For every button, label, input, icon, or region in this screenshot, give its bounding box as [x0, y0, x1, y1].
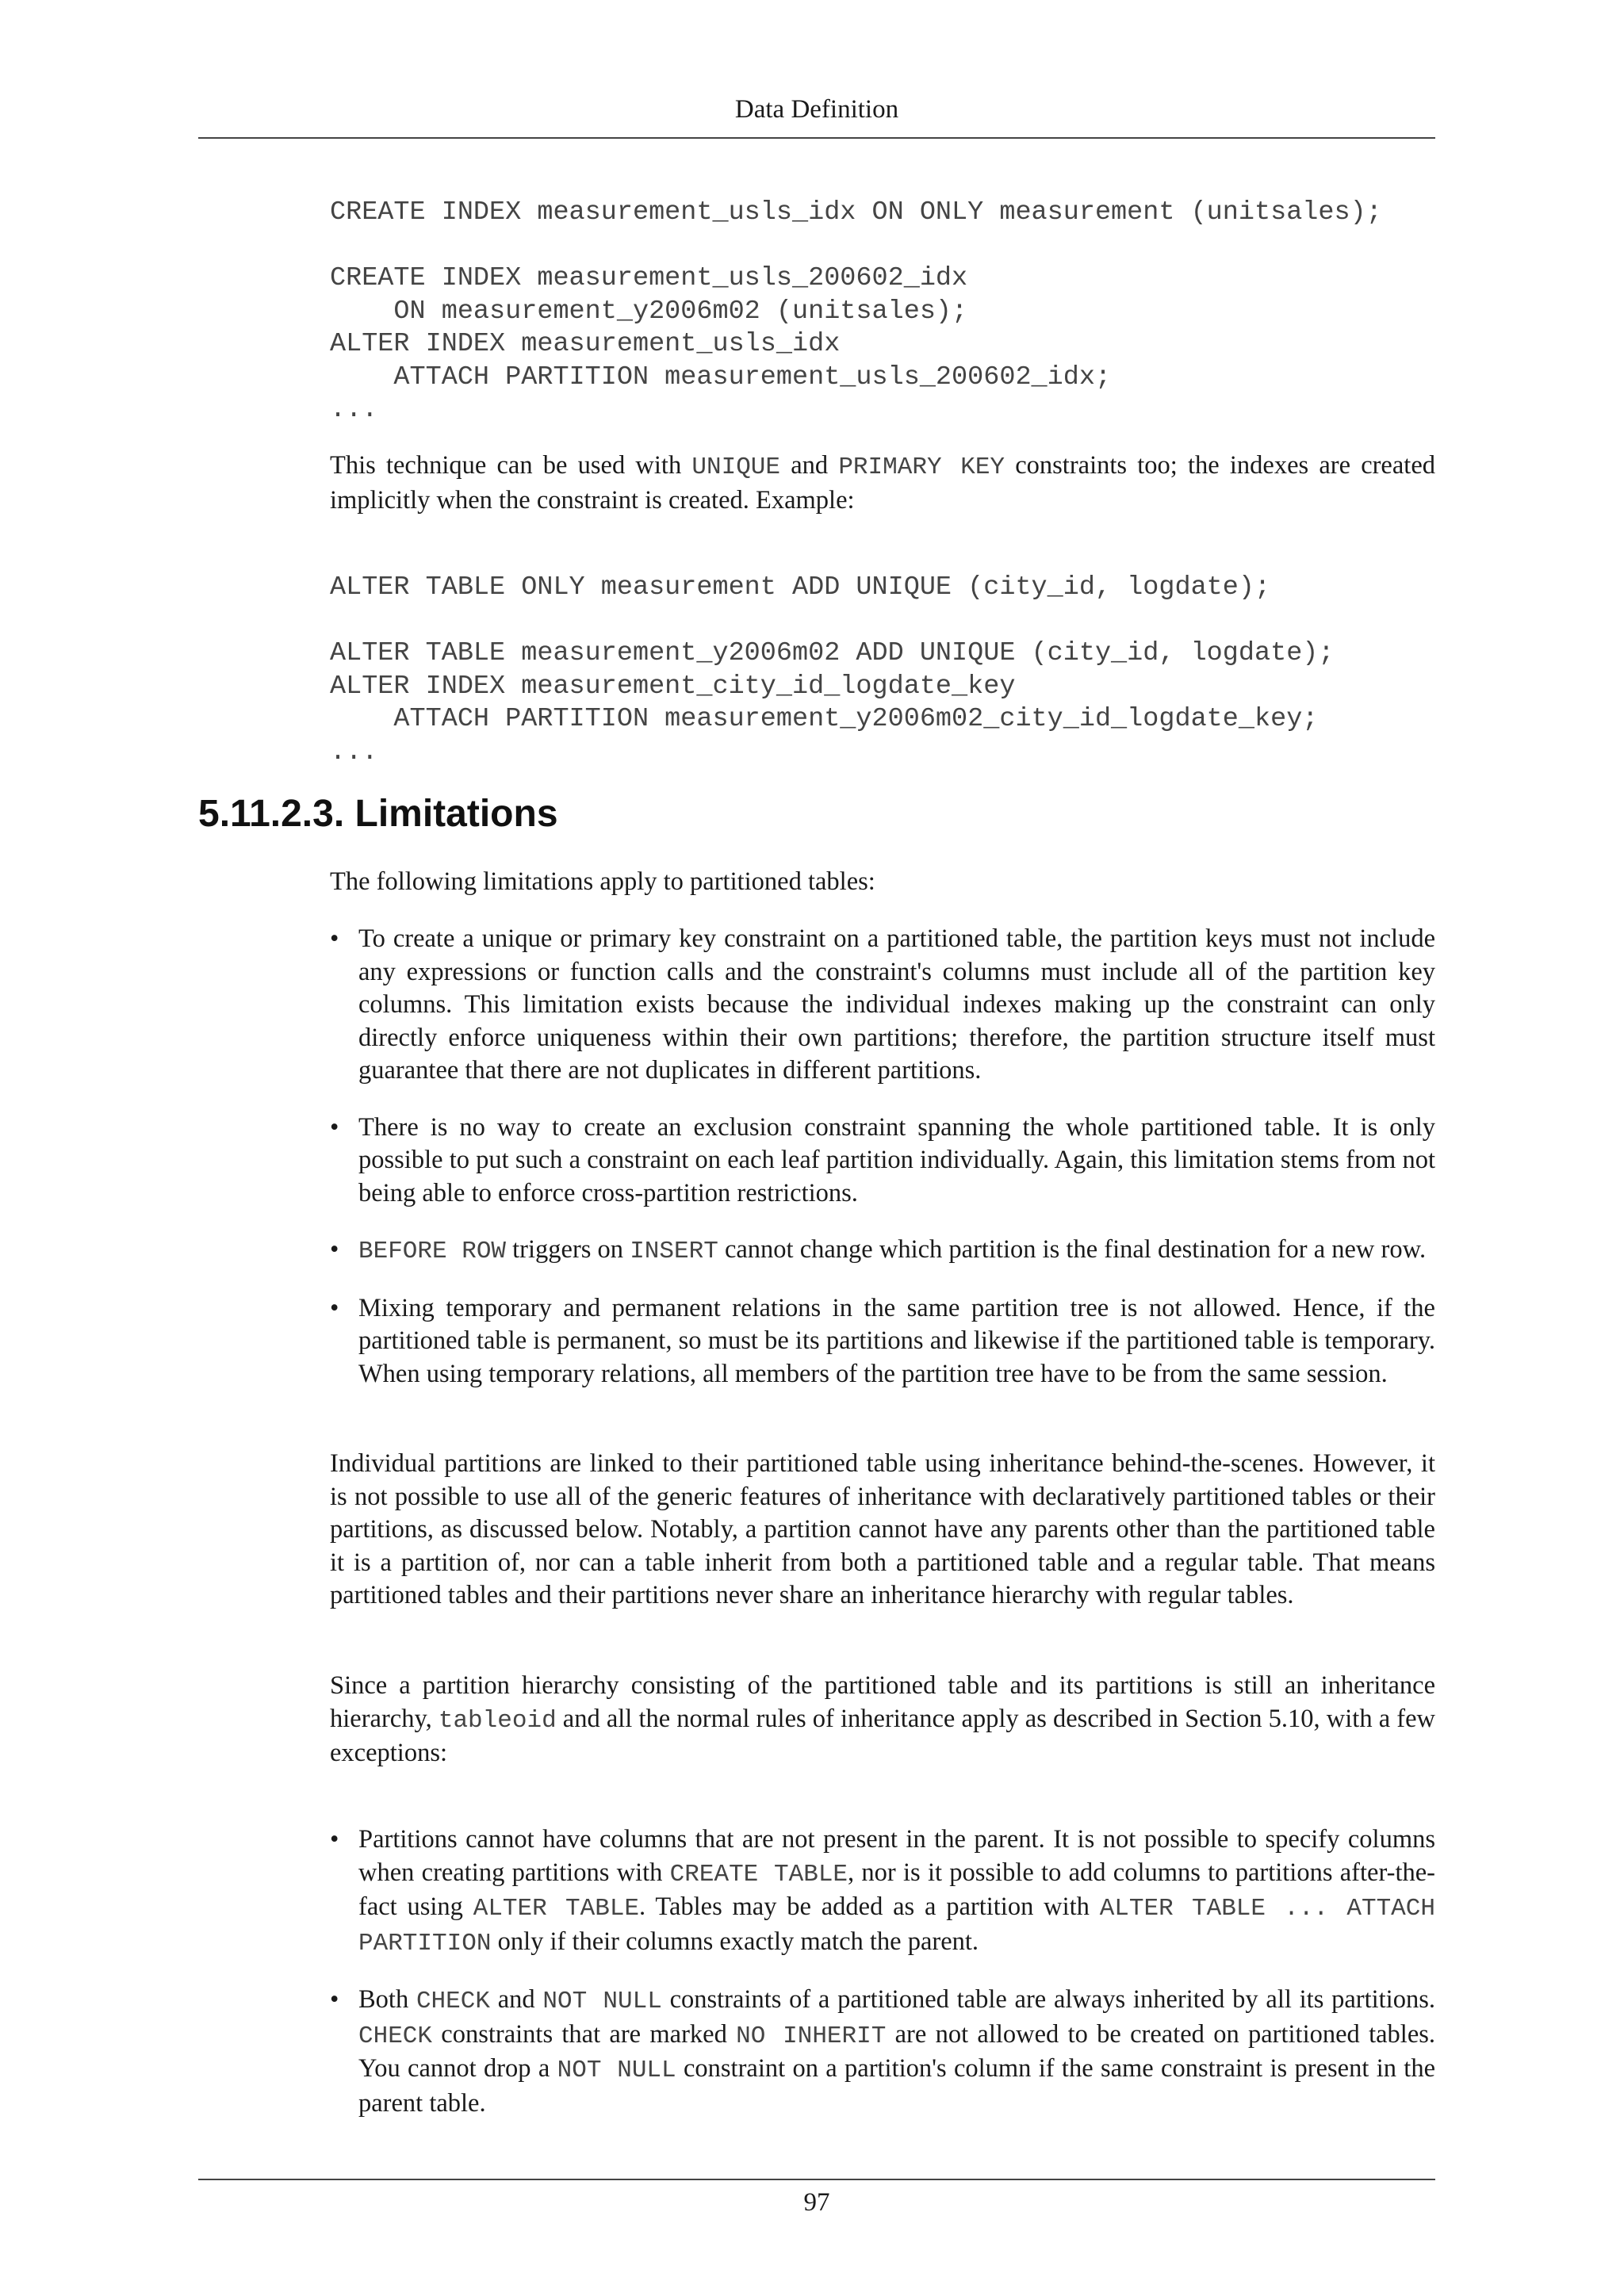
text-run: and all the normal rules of inheritance apply as described in Section 5.10, with a few exceptions:	[330, 1704, 1435, 1767]
bullet-mark: •	[330, 1235, 339, 1264]
text-run: constraints too; the indexes are created implicitly when the constraint is created. Example:	[330, 451, 1435, 515]
header-rule	[198, 137, 1435, 139]
code-inline: PRIMARY KEY	[838, 453, 1005, 481]
text-run: constraints of a partitioned table are always inherited by all its partitions.	[661, 1985, 1435, 2014]
list-item	[330, 1823, 1435, 1960]
code-block-alter-table: ALTER TABLE ONLY measurement ADD UNIQUE (city_id, logdate); ALTER TABLE measurement_y2006m02 ADD UNIQUE (city_id, logdate); ALTER INDEX measurement_city_id_logdate_key ATTACH PARTITION measurement_y2006m02_city_id_logdate_key; ...	[330, 572, 1335, 767]
bullet-mark: •	[330, 1825, 339, 1854]
code-inline: UNIQUE	[691, 453, 781, 481]
text-run: Since a partition hierarchy consisting of the partitioned table and its partitions is still an inheritance hierarchy,	[330, 1671, 1435, 1733]
text-run: cannot change which partition is the final destination for a new row.	[718, 1235, 1427, 1264]
list-item	[330, 1984, 1435, 2120]
code-inline: NO INHERIT	[736, 2022, 887, 2050]
running-header: Data Definition	[734, 95, 899, 124]
code-inline: CHECK	[358, 2022, 433, 2050]
list-item	[330, 1234, 1435, 1269]
text-run: and	[780, 451, 839, 480]
exceptions-list	[330, 1823, 1435, 2144]
code-inline: ALTER TABLE ... ATTACH PARTITION	[358, 1895, 1435, 1957]
code-inline: tableoid	[438, 1706, 557, 1735]
code-block-create-index: CREATE INDEX measurement_usls_idx ON ONLY measurement (unitsales); CREATE INDEX measurement_usls_200602_idx ON measurement_y2006m02 (unitsales); ALTER INDEX measurement_usls_idx ATTACH PARTITION measurement_usls_200602_idx; ...	[330, 197, 1382, 425]
code-inline: INSERT	[630, 1238, 718, 1265]
bullet-mark: •	[330, 1293, 339, 1322]
page-number: 97	[803, 2188, 830, 2217]
text-run: triggers on	[506, 1235, 630, 1264]
code-inline: BEFORE ROW	[358, 1238, 507, 1265]
list-item	[330, 1292, 1435, 1391]
paragraph-partition-hierarchy	[330, 1670, 1435, 1770]
code-inline: CREATE TABLE	[669, 1860, 848, 1888]
bullet-mark: •	[330, 1985, 339, 2014]
list-item-text: Mixing temporary and permanent relations in the same partition tree is not allowed. Hence, if the partitioned table is permanent, so must be its partitions and likewise if the partitioned table is temporary. When using temporary relations, all members of the partition tree have to be from the same session.	[358, 1293, 1435, 1388]
text-run: This technique can be used with	[330, 451, 692, 480]
section-title: 5.11.2.3. Limitations	[198, 793, 558, 835]
code-inline: ALTER TABLE	[473, 1895, 640, 1923]
list-item	[330, 923, 1435, 1088]
footer-rule	[198, 2179, 1435, 2180]
text-run: are not allowed to be created on partitioned tables. You cannot drop a	[358, 2019, 1436, 2083]
list-item-text: There is no way to create an exclusion constraint spanning the whole partitioned table. It is only possible to put such a constraint on each leaf partition individually. Again, this limitation stems from not being able to enforce cross-partition restrictions.	[358, 1112, 1435, 1207]
text-run: , nor is it possible to add columns to partitions after-the-fact using	[358, 1858, 1435, 1921]
code-inline: CHECK	[416, 1988, 490, 2015]
list-item	[330, 1112, 1435, 1211]
paragraph-inheritance: Individual partitions are linked to their partitioned table using inheritance behind-the-scenes. However, it is not possible to use all of the generic features of inheritance with declaratively partitioned tables or their partitions, as discussed below. Notably, a partition cannot have any parents other than the partitioned table it is a partition of, nor can a table inherit from both a partitioned table and a regular table. That means partitioned tables and their partitions never share an inheritance hierarchy with regular tables.	[330, 1449, 1435, 1609]
text-run: Partitions cannot have columns that are not present in the parent. It is not possible to specify columns when creating partitions with	[358, 1825, 1435, 1887]
list-item-text: To create a unique or primary key constraint on a partitioned table, the partition keys must not include any expressions or function calls and the constraint's columns must include all of the partition key columns. This limitation exists because the individual indexes making up the constraint can only directly enforce uniqueness within their own partitions; therefore, the partition structure itself must guarantee that there are not duplicates in different partitions.	[358, 924, 1435, 1085]
text-run: only if their columns exactly match the parent.	[491, 1927, 979, 1956]
code-inline: NOT NULL	[557, 2057, 676, 2084]
limitations-intro: The following limitations apply to partitioned tables:	[330, 867, 875, 896]
text-run: . Tables may be added as a partition with	[639, 1892, 1100, 1921]
bullet-mark: •	[330, 1112, 339, 1142]
text-run: Both	[358, 1985, 416, 2014]
text-run: constraint on a partition's column if the same constraint is present in the parent table.	[358, 2054, 1435, 2118]
bullet-mark: •	[330, 924, 339, 953]
text-run: and	[489, 1985, 543, 2014]
paragraph-unique-constraints	[330, 450, 1435, 517]
code-inline: NOT NULL	[542, 1988, 662, 2015]
text-run: constraints that are marked	[432, 2019, 737, 2049]
limitations-list	[330, 923, 1435, 1414]
